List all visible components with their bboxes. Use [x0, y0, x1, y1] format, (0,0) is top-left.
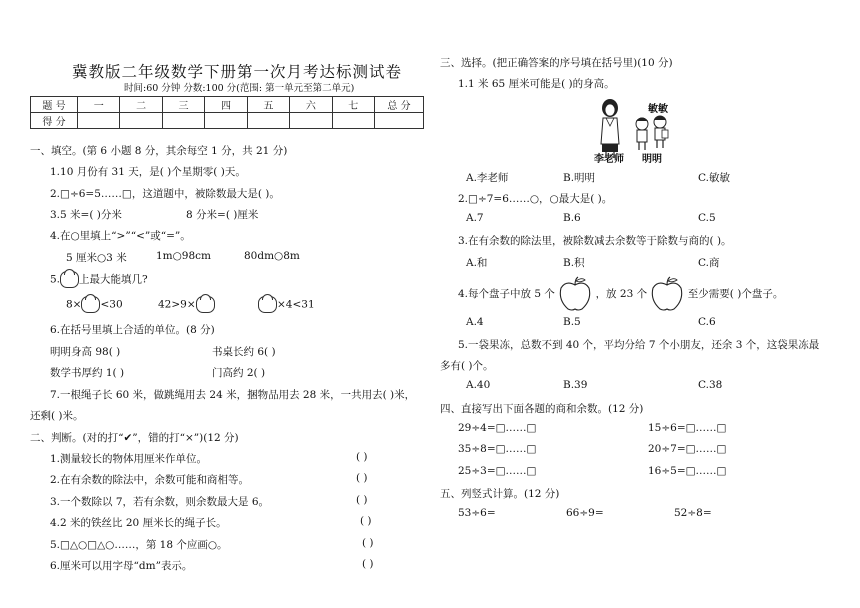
division-item[interactable]: 15÷6=□……□ — [648, 422, 727, 434]
choice-q4-option-a[interactable]: A.4 — [466, 316, 484, 328]
choice-q1: 1.1 米 65 厘米可能是( )的身高。 — [458, 78, 615, 90]
judge-item: 5.□△○□△○……，第 18 个应画○。 — [50, 539, 228, 551]
score-table-cell: 四 — [205, 97, 247, 113]
choice-q4 — [458, 276, 783, 312]
fill-q3b: 8 分米=( )厘米 — [186, 209, 259, 221]
fill-q6: 6.在括号里填上合适的单位。(8 分) — [50, 324, 215, 336]
cloud-icon[interactable] — [196, 296, 215, 313]
division-item[interactable]: 29÷4=□……□ — [458, 422, 537, 434]
division-item[interactable]: 35÷8=□……□ — [458, 443, 537, 455]
cloud-icon — [60, 271, 79, 288]
judge-answer-paren[interactable]: ( ) — [362, 558, 374, 570]
choice-q1-option-c[interactable]: C.敏敏 — [698, 172, 730, 184]
score-table-cell: 五 — [247, 97, 289, 113]
choice-q4-option-c[interactable]: C.6 — [698, 316, 716, 328]
score-input-cell[interactable] — [375, 113, 424, 129]
fill-q5a — [66, 296, 123, 313]
score-table-cell: 七 — [332, 97, 374, 113]
fill-q4c: 80dm○8m — [244, 250, 300, 262]
judge-item: 6.厘米可以用字母“dm”表示。 — [50, 560, 193, 572]
apple-icon — [650, 276, 684, 312]
fill-q5c — [258, 296, 315, 313]
choice-q5-option-b[interactable]: B.39 — [563, 379, 588, 391]
section5-heading: 五、列竖式计算。(12 分) — [440, 488, 560, 500]
label-mingming: 明明 — [642, 154, 662, 165]
fill-q6a: 明明身高 98( ) — [50, 346, 121, 358]
choice-q2-option-b[interactable]: B.6 — [563, 212, 581, 224]
judge-answer-paren[interactable]: ( ) — [360, 515, 372, 527]
fill-q5a-suffix: <30 — [100, 298, 123, 311]
division-item[interactable]: 16÷5=□……□ — [648, 465, 727, 477]
fill-q6c: 数学书厚约 1( ) — [50, 367, 125, 379]
judge-answer-paren[interactable]: ( ) — [362, 537, 374, 549]
page-title: 冀教版二年级数学下册第一次月考达标测试卷 — [72, 63, 403, 81]
choice-q4-option-b[interactable]: B.5 — [563, 316, 581, 328]
division-item[interactable]: 25÷3=□……□ — [458, 465, 537, 477]
choice-q4-part2: ，放 23 个 — [595, 288, 648, 300]
exam-info: 时间:60 分钟 分数:100 分(范围: 第一单元至第二单元) — [124, 83, 355, 94]
fill-q6d: 门高约 2( ) — [212, 367, 266, 379]
score-table-cell: 三 — [162, 97, 204, 113]
fill-q4b: 1m○98cm — [156, 250, 211, 262]
choice-q5-option-c[interactable]: C.38 — [698, 379, 723, 391]
score-table-cell: 二 — [120, 97, 162, 113]
fill-q5c-suffix: ×4<31 — [277, 298, 315, 311]
cloud-icon[interactable] — [258, 296, 277, 313]
judge-item: 1.测量较长的物体用厘米作单位。 — [50, 453, 208, 465]
score-table-label: 得 分 — [31, 113, 78, 129]
section2-heading: 二、判断。(对的打“✔”，错的打“×”)(12 分) — [30, 432, 239, 444]
fill-q7-line1: 7.一根绳子长 60 米，做跳绳用去 24 米，捆物品用去 28 米，一共用去( )米， — [50, 389, 416, 401]
fill-q5-prefix: 5. — [50, 273, 61, 286]
judge-item: 2.在有余数的除法中，余数可能和商相等。 — [50, 474, 250, 486]
choice-q5-line1: 5.一袋果冻，总数不到 40 个，平均分给 7 个小朋友，还余 3 个，这袋果冻最 — [458, 339, 820, 351]
choice-q4-part1: 4.每个盘子中放 5 个 — [458, 288, 555, 300]
choice-q2-option-a[interactable]: A.7 — [466, 212, 484, 224]
score-input-cell[interactable] — [78, 113, 120, 129]
score-table-cell: 六 — [290, 97, 332, 113]
fill-q5-suffix: 上最大能填几? — [79, 273, 148, 286]
section3-heading: 三、选择。(把正确答案的序号填在括号里)(10 分) — [440, 57, 673, 69]
fill-q4: 4.在○里填上“>”“<”或“=”。 — [50, 230, 191, 242]
score-input-cell[interactable] — [290, 113, 332, 129]
choice-q4-part3: 至少需要( )个盘子。 — [687, 288, 784, 300]
cloud-icon[interactable] — [81, 296, 100, 313]
judge-item: 4.2 米的铁丝比 20 厘米长的绳子长。 — [50, 517, 227, 529]
apple-icon — [558, 276, 592, 312]
choice-q3: 3.在有余数的除法里，被除数减去余数等于除数与商的( )。 — [458, 235, 732, 247]
choice-q3-option-b[interactable]: B.积 — [563, 257, 585, 269]
vertical-calc-item[interactable]: 52÷8= — [674, 507, 712, 519]
score-table — [30, 96, 424, 129]
choice-q1-option-a[interactable]: A.李老师 — [466, 172, 509, 184]
score-table-cell: 总 分 — [375, 97, 424, 113]
fill-q5b-prefix: 42>9× — [158, 298, 196, 311]
vertical-calc-item[interactable]: 53÷6= — [458, 507, 496, 519]
score-input-cell[interactable] — [162, 113, 204, 129]
fill-q5b — [158, 296, 215, 313]
choice-q2-option-c[interactable]: C.5 — [698, 212, 716, 224]
section4-heading: 四、直接写出下面各题的商和余数。(12 分) — [440, 403, 644, 415]
people-illustration — [594, 96, 696, 165]
score-table-cell: 一 — [78, 97, 120, 113]
choice-q2: 2.□÷7=6……○，○最大是( )。 — [458, 193, 613, 205]
choice-q5-option-a[interactable]: A.40 — [466, 379, 491, 391]
score-table-header-row — [31, 97, 424, 113]
label-minmin: 敏敏 — [648, 104, 668, 115]
section1-heading: 一、填空。(第 6 小题 8 分，其余每空 1 分，共 21 分) — [30, 145, 288, 157]
judge-answer-paren[interactable]: ( ) — [356, 451, 368, 463]
choice-q3-option-a[interactable]: A.和 — [466, 257, 488, 269]
choice-q5-line2: 多有( )个。 — [440, 360, 494, 372]
fill-q2: 2.□÷6=5……□，这道题中，被除数最大是( )。 — [50, 188, 280, 200]
fill-q3a: 3.5 米=( )分米 — [50, 209, 122, 221]
judge-item: 3.一个数除以 7，若有余数，则余数最大是 6。 — [50, 496, 270, 508]
fill-q7-line2: 还剩( )米。 — [30, 410, 84, 422]
choice-q1-option-b[interactable]: B.明明 — [563, 172, 596, 184]
score-input-cell[interactable] — [120, 113, 162, 129]
score-table-score-row — [31, 113, 424, 129]
score-input-cell[interactable] — [247, 113, 289, 129]
label-teacher-li: 李老师 — [594, 154, 624, 165]
choice-q3-option-c[interactable]: C.商 — [698, 257, 720, 269]
score-input-cell[interactable] — [205, 113, 247, 129]
vertical-calc-item[interactable]: 66÷9= — [566, 507, 604, 519]
score-input-cell[interactable] — [332, 113, 374, 129]
score-table-cell: 题 号 — [31, 97, 78, 113]
division-item[interactable]: 20÷7=□……□ — [648, 443, 727, 455]
judge-answer-paren[interactable]: ( ) — [356, 472, 368, 484]
judge-answer-paren[interactable]: ( ) — [356, 494, 368, 506]
fill-q6b: 书桌长约 6( ) — [212, 346, 276, 358]
fill-q5a-prefix: 8× — [66, 298, 82, 311]
fill-q4a: 5 厘米○3 米 — [66, 252, 127, 264]
fill-q1: 1.10 月份有 31 天，是( )个星期零( )天。 — [50, 166, 246, 178]
fill-q5 — [50, 271, 148, 288]
